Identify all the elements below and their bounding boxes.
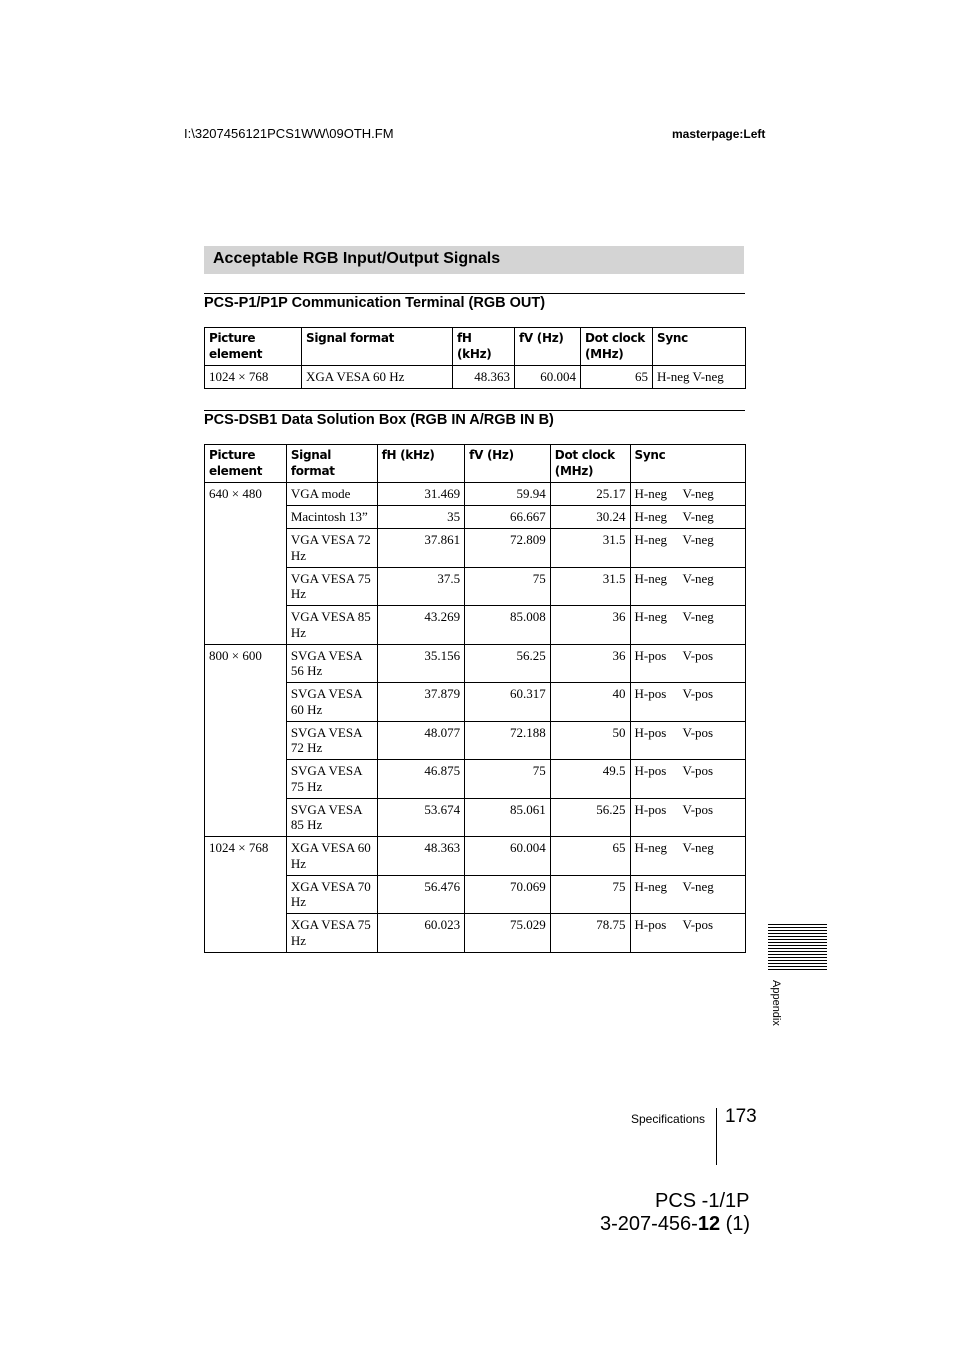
signal-format-cell: XGA VESA 70 Hz [286,875,377,914]
fv-cell: 60.004 [515,366,581,389]
col-header: fV (Hz) [465,445,551,483]
fh-cell: 37.5 [377,567,465,606]
picture-element-cell: 800 × 600 [205,644,287,837]
h-sync: H-pos [634,724,667,740]
v-sync: V-pos [682,763,714,778]
h-sync: H-pos [634,763,667,778]
h-sync: H-pos [634,801,667,817]
h-sync: H-neg [634,509,667,524]
model-line-1: PCS -1/1P [655,1190,750,1212]
fv-cell: 85.008 [465,606,551,645]
table-row [205,760,746,799]
fv-cell: 85.061 [465,798,551,837]
table1-heading: PCS-P1/P1P Communication Terminal (RGB OUT) [204,295,546,311]
picture-element-cell: 1024 × 768 [205,837,287,953]
dot-clock-cell: 31.5 [550,529,630,568]
table-row [205,837,746,876]
fv-cell: 70.069 [465,875,551,914]
table-row [205,644,746,683]
table2 [204,444,746,953]
col-header: fH (kHz) [453,328,515,366]
dot-clock-cell: 65 [550,837,630,876]
fv-cell: 59.94 [465,483,551,506]
signal-format-cell: VGA mode [286,483,377,506]
signal-format-cell: SVGA VESA 60 Hz [286,683,377,722]
fv-cell: 72.809 [465,529,551,568]
col-header: Dot clock (MHz) [581,328,653,366]
fv-cell: 60.317 [465,683,551,722]
fh-cell: 35.156 [377,644,465,683]
table-row [205,606,746,645]
section-title-bar [204,246,744,274]
sync-cell [630,529,746,568]
rule-table1 [204,293,745,294]
appendix-tab-stripes [768,924,827,970]
fv-cell: 60.004 [465,837,551,876]
table-row [205,721,746,760]
col-header: Signal format [286,445,377,483]
fh-cell: 56.476 [377,875,465,914]
sync-cell [630,721,746,760]
h-sync: H-pos [634,686,667,701]
fh-cell: 53.674 [377,798,465,837]
model-line-2 [600,1213,750,1236]
dot-clock-cell: 36 [550,644,630,683]
masterpage-label: masterpage:Left [672,127,766,141]
signal-format-cell: SVGA VESA 56 Hz [286,644,377,683]
v-sync: V-pos [682,686,714,701]
h-sync: H-neg [634,840,667,855]
signal-format-cell: XGA VESA 60 Hz [286,837,377,876]
sync-cell [630,567,746,606]
page-number: 173 [725,1106,757,1127]
table-row [205,483,746,506]
sync-cell [630,875,746,914]
dot-clock-cell: 30.24 [550,506,630,529]
dot-clock-cell: 75 [550,875,630,914]
h-sync: H-neg [634,570,667,586]
table2-heading: PCS-DSB1 Data Solution Box (RGB IN A/RGB IN B) [204,412,554,428]
fv-cell: 75 [465,567,551,606]
sync-cell [630,606,746,645]
signal-format-cell: VGA VESA 72 Hz [286,529,377,568]
fh-cell: 31.469 [377,483,465,506]
dot-clock-cell: 50 [550,721,630,760]
fv-cell: 66.667 [465,506,551,529]
col-header: Signal format [302,328,453,366]
fv-cell: 72.188 [465,721,551,760]
sync-cell [630,644,746,683]
fv-cell: 75.029 [465,914,551,953]
fh-cell: 35 [377,506,465,529]
v-sync: V-neg [682,840,714,855]
fh-cell: 48.363 [453,366,515,389]
signal-format-cell: XGA VESA 60 Hz [302,366,453,389]
sync-cell [630,798,746,837]
dot-clock-cell: 31.5 [550,567,630,606]
col-header: fH (kHz) [377,445,465,483]
v-sync: V-neg [682,486,714,501]
dot-clock-cell: 78.75 [550,914,630,953]
h-sync: H-pos [634,647,667,663]
signal-format-cell: VGA VESA 75 Hz [286,567,377,606]
v-sync: V-neg [682,878,714,894]
fh-cell: 43.269 [377,606,465,645]
v-sync: V-pos [682,647,714,663]
col-header: Sync [653,328,746,366]
col-header: Dot clock (MHz) [550,445,630,483]
table-row [205,506,746,529]
table1 [204,327,746,389]
table-row [205,529,746,568]
v-sync: V-neg [682,509,714,524]
col-header: fV (Hz) [515,328,581,366]
h-sync: H-neg [634,486,667,501]
fh-cell: 46.875 [377,760,465,799]
file-path: I:\3207456121PCS1WW\09OTH.FM [184,126,394,141]
fh-cell: 60.023 [377,914,465,953]
model-number-revision: 12 [697,1213,721,1235]
signal-format-cell: VGA VESA 85 Hz [286,606,377,645]
table-row [205,683,746,722]
sync-cell [630,760,746,799]
picture-element-cell: 640 × 480 [205,483,287,645]
fh-cell: 37.861 [377,529,465,568]
dot-clock-cell: 25.17 [550,483,630,506]
v-sync: V-pos [682,801,714,817]
section-title: Acceptable RGB Input/Output Signals [213,250,501,267]
dot-clock-cell: 56.25 [550,798,630,837]
dot-clock-cell: 65 [581,366,653,389]
sync-cell: H-neg V-neg [653,366,746,389]
sync-cell [630,914,746,953]
picture-element-cell: 1024 × 768 [205,366,302,389]
v-sync: V-neg [682,570,714,586]
h-sync: H-neg [634,609,667,624]
footer-divider [716,1108,717,1165]
v-sync: V-pos [682,724,714,740]
sync-cell [630,506,746,529]
col-header: Picture element [205,328,302,366]
model-number-prefix: 3-207-456- [600,1213,698,1235]
signal-format-cell: SVGA VESA 72 Hz [286,721,377,760]
v-sync: V-neg [682,609,714,624]
h-sync: H-pos [634,917,667,932]
footer-section: Specifications [631,1112,706,1126]
table-row [205,567,746,606]
v-sync: V-pos [682,917,714,932]
appendix-tab-label: Appendix [770,980,782,1026]
table-row [205,914,746,953]
table-row [205,875,746,914]
rule-table2 [204,410,745,411]
fv-cell: 75 [465,760,551,799]
dot-clock-cell: 36 [550,606,630,645]
h-sync: H-neg [634,532,667,547]
dot-clock-cell: 40 [550,683,630,722]
fh-cell: 37.879 [377,683,465,722]
fh-cell: 48.363 [377,837,465,876]
sync-cell [630,837,746,876]
dot-clock-cell: 49.5 [550,760,630,799]
h-sync: H-neg [634,878,667,894]
sync-cell [630,683,746,722]
v-sync: V-neg [682,532,714,547]
table-row [205,798,746,837]
signal-format-cell: Macintosh 13” [286,506,377,529]
col-header: Picture element [205,445,287,483]
model-number-suffix: (1) [720,1213,751,1235]
fh-cell: 48.077 [377,721,465,760]
signal-format-cell: SVGA VESA 85 Hz [286,798,377,837]
table-row [205,366,746,389]
fv-cell: 56.25 [465,644,551,683]
signal-format-cell: XGA VESA 75 Hz [286,914,377,953]
sync-cell [630,483,746,506]
signal-format-cell: SVGA VESA 75 Hz [286,760,377,799]
col-header: Sync [630,445,746,483]
